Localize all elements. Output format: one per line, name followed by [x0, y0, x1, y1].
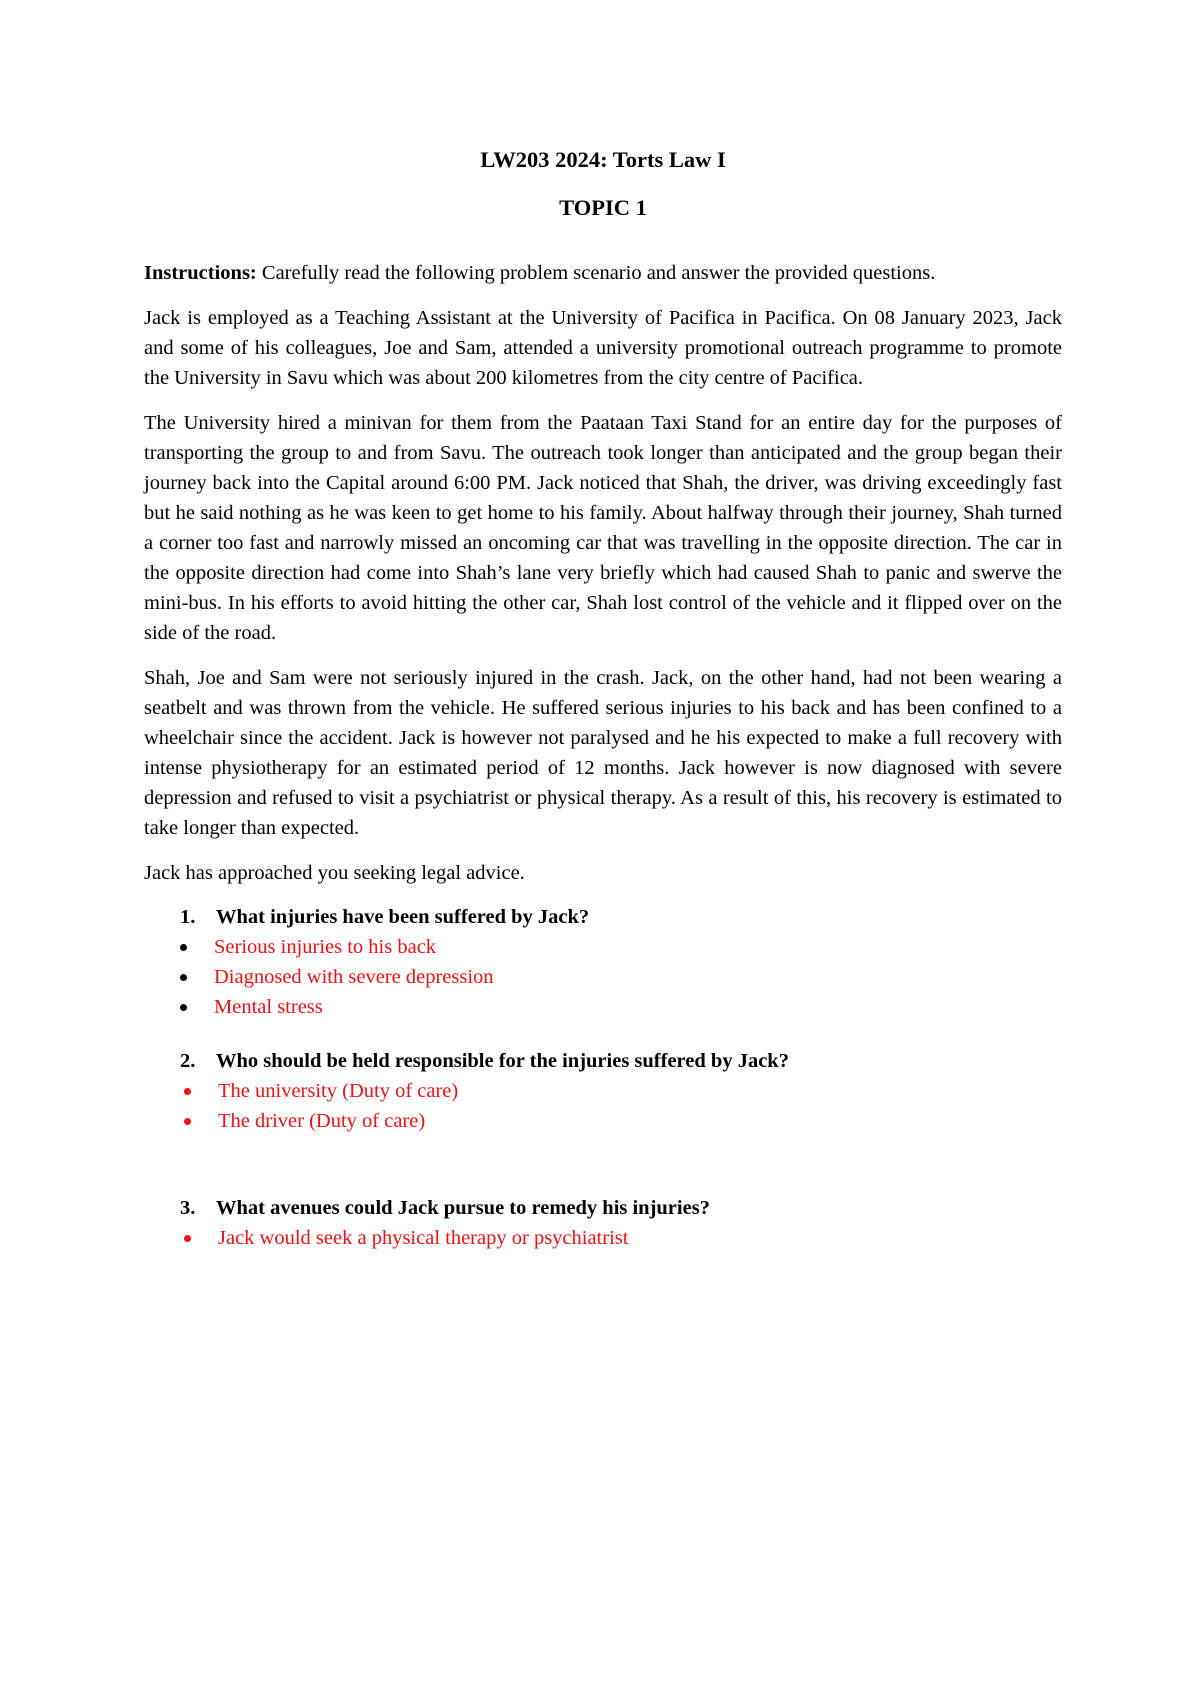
scenario-paragraph-3: Shah, Joe and Sam were not seriously injured in the crash. Jack, on the other hand, had not been wearing a seatbelt and was thrown from the vehicle. He suffered serious injuries to his back and has been confined to a wheelchair since the accident. Jack is however not paralysed and he his expected to make a full recovery with intense physiotherapy for an estimated period of 12 months. Jack however is now diagnosed with severe depression and refused to visit a psychiatrist or physical therapy. As a result of this, his recovery is estimated to take longer than expected. — [144, 667, 1062, 839]
answer-text: Diagnosed with severe depression — [214, 966, 494, 988]
bullet-icon — [144, 1223, 218, 1253]
document-page — [144, 140, 1062, 1253]
list-item — [144, 1106, 1062, 1136]
list-item — [144, 1076, 1062, 1106]
question-number: 1. — [180, 906, 196, 928]
scenario-paragraph-2: The University hired a minivan for them from the Paataan Taxi Stand for an entire day for the purposes of transporting the group to and from Savu. The outreach took longer than anticipated and the group began their journey back into the Capital around 6:00 PM. Jack noticed that Shah, the driver, was driving exceedingly fast but he said nothing as he was keen to get home to his family. About halfway through their journey, Shah turned a corner too fast and narrowly missed an oncoming car that was travelling in the opposite direction. The car in the opposite direction had come into Shah’s lane very briefly which had caused Shah to panic and swerve the mini-bus. In his efforts to avoid hitting the other car, Shah lost control of the vehicle and it flipped over on the side of the road. — [144, 412, 1062, 644]
answer-text: Jack would seek a physical therapy or psychiatrist — [218, 1227, 629, 1249]
topic-heading: TOPIC 1 — [559, 195, 647, 220]
question-3 — [144, 1193, 1062, 1223]
bullet-icon — [144, 992, 214, 1022]
question-text: Who should be held responsible for the injuries suffered by Jack? — [216, 1050, 789, 1072]
list-item — [144, 932, 1062, 962]
question-number: 3. — [180, 1197, 196, 1219]
instructions-paragraph — [144, 258, 1062, 288]
question-number: 2. — [180, 1050, 196, 1072]
answer-list-1 — [144, 932, 1062, 1022]
question-1 — [144, 902, 1062, 932]
question-text: What injuries have been suffered by Jack? — [216, 906, 590, 928]
list-item — [144, 992, 1062, 1022]
answer-text: Mental stress — [214, 996, 323, 1018]
instructions-text: Carefully read the following problem scenario and answer the provided questions. — [256, 262, 936, 284]
document-title: LW203 2024: Torts Law I — [480, 147, 726, 172]
list-item — [144, 1223, 1062, 1253]
answer-list-3 — [144, 1223, 1062, 1253]
bullet-icon — [144, 1076, 218, 1106]
question-2 — [144, 1046, 1062, 1076]
instructions-label: Instructions: — [144, 262, 257, 284]
answer-text: Serious injuries to his back — [214, 936, 437, 958]
answer-list-2 — [144, 1076, 1062, 1136]
bullet-icon — [144, 962, 214, 992]
list-item — [144, 962, 1062, 992]
bullet-icon — [144, 932, 214, 962]
answer-text: The driver (Duty of care) — [218, 1110, 426, 1132]
advice-line: Jack has approached you seeking legal advice. — [144, 862, 525, 884]
scenario-paragraph-1: Jack is employed as a Teaching Assistant at the University of Pacifica in Pacifica. On 08 January 2023, Jack and some of his colleagues, Joe and Sam, attended a university promotional outreach programme to promote the University in Savu which was about 200 kilometres from the city centre of Pacifica. — [144, 307, 1062, 389]
bullet-icon — [144, 1106, 218, 1136]
answer-text: The university (Duty of care) — [218, 1080, 459, 1102]
question-text: What avenues could Jack pursue to remedy his injuries? — [216, 1197, 710, 1219]
